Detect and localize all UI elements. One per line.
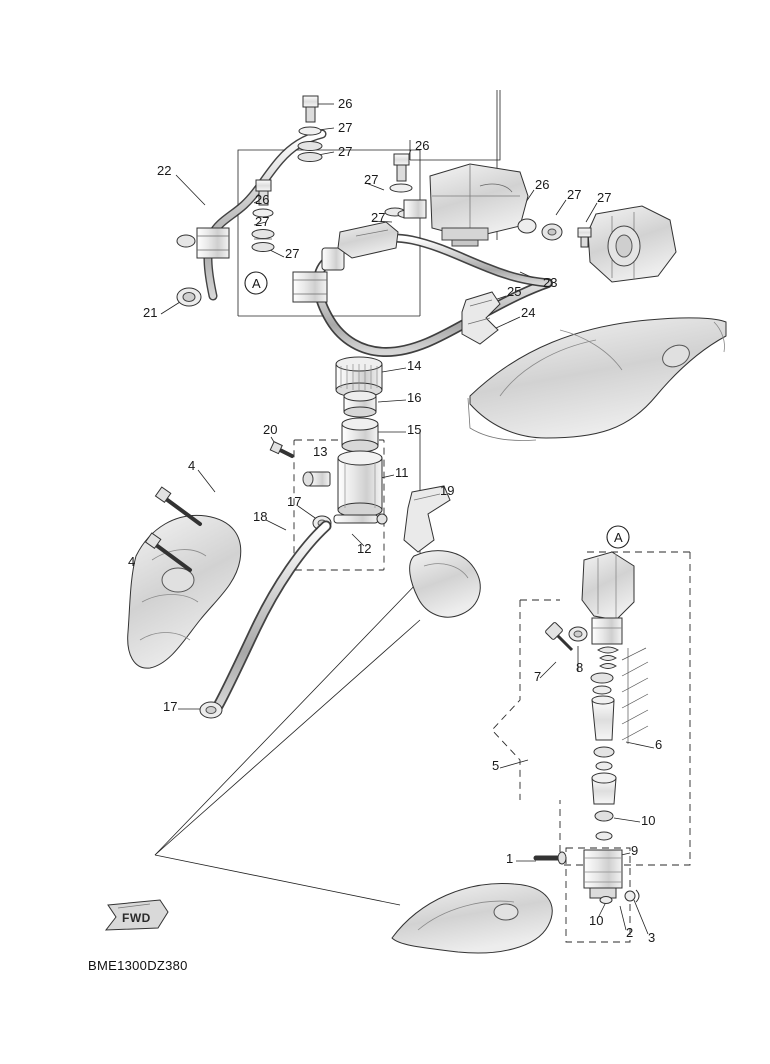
callout-11: 11 [395, 465, 409, 480]
reference-letter-a-lower: A [614, 530, 623, 545]
callout-20: 20 [263, 422, 278, 437]
callout-22: 22 [157, 163, 172, 178]
callout-27: 27 [371, 210, 386, 225]
callout-26: 26 [415, 138, 430, 153]
callout-5: 5 [492, 758, 500, 773]
callout-27: 27 [285, 246, 300, 261]
callout-27: 27 [567, 187, 582, 202]
callout-27: 27 [364, 172, 379, 187]
callout-4: 4 [188, 458, 196, 473]
callout-10: 10 [589, 913, 604, 928]
callout-25: 25 [507, 284, 522, 299]
callout-26: 26 [535, 177, 550, 192]
callout-16: 16 [407, 390, 422, 405]
callout-12: 12 [357, 541, 372, 556]
callout-13: 13 [313, 444, 328, 459]
callout-18: 18 [253, 509, 268, 524]
callout-23: 23 [543, 275, 558, 290]
callout-4: 4 [128, 554, 136, 569]
callout-7: 7 [534, 669, 542, 684]
fwd-direction-label: FWD [122, 911, 151, 925]
callout-14: 14 [407, 358, 422, 373]
callout-17: 17 [163, 699, 178, 714]
callout-10: 10 [641, 813, 656, 828]
callout-15: 15 [407, 422, 422, 437]
callout-3: 3 [648, 930, 656, 945]
callout-24: 24 [521, 305, 536, 320]
callout-19: 19 [440, 483, 455, 498]
callout-6: 6 [655, 737, 663, 752]
callout-27: 27 [338, 120, 353, 135]
callout-2: 2 [626, 925, 634, 940]
callout-9: 9 [631, 843, 639, 858]
callout-27: 27 [597, 190, 612, 205]
callout-1: 1 [506, 851, 514, 866]
callout-17: 17 [287, 494, 302, 509]
callout-27: 27 [255, 214, 270, 229]
reference-letter-a-upper: A [252, 276, 261, 291]
callout-26: 26 [338, 96, 353, 111]
callout-26: 26 [255, 192, 270, 207]
callout-21: 21 [143, 305, 158, 320]
diagram-code-label: BME1300DZ380 [88, 958, 188, 973]
callout-8: 8 [576, 660, 584, 675]
callout-27: 27 [338, 144, 353, 159]
